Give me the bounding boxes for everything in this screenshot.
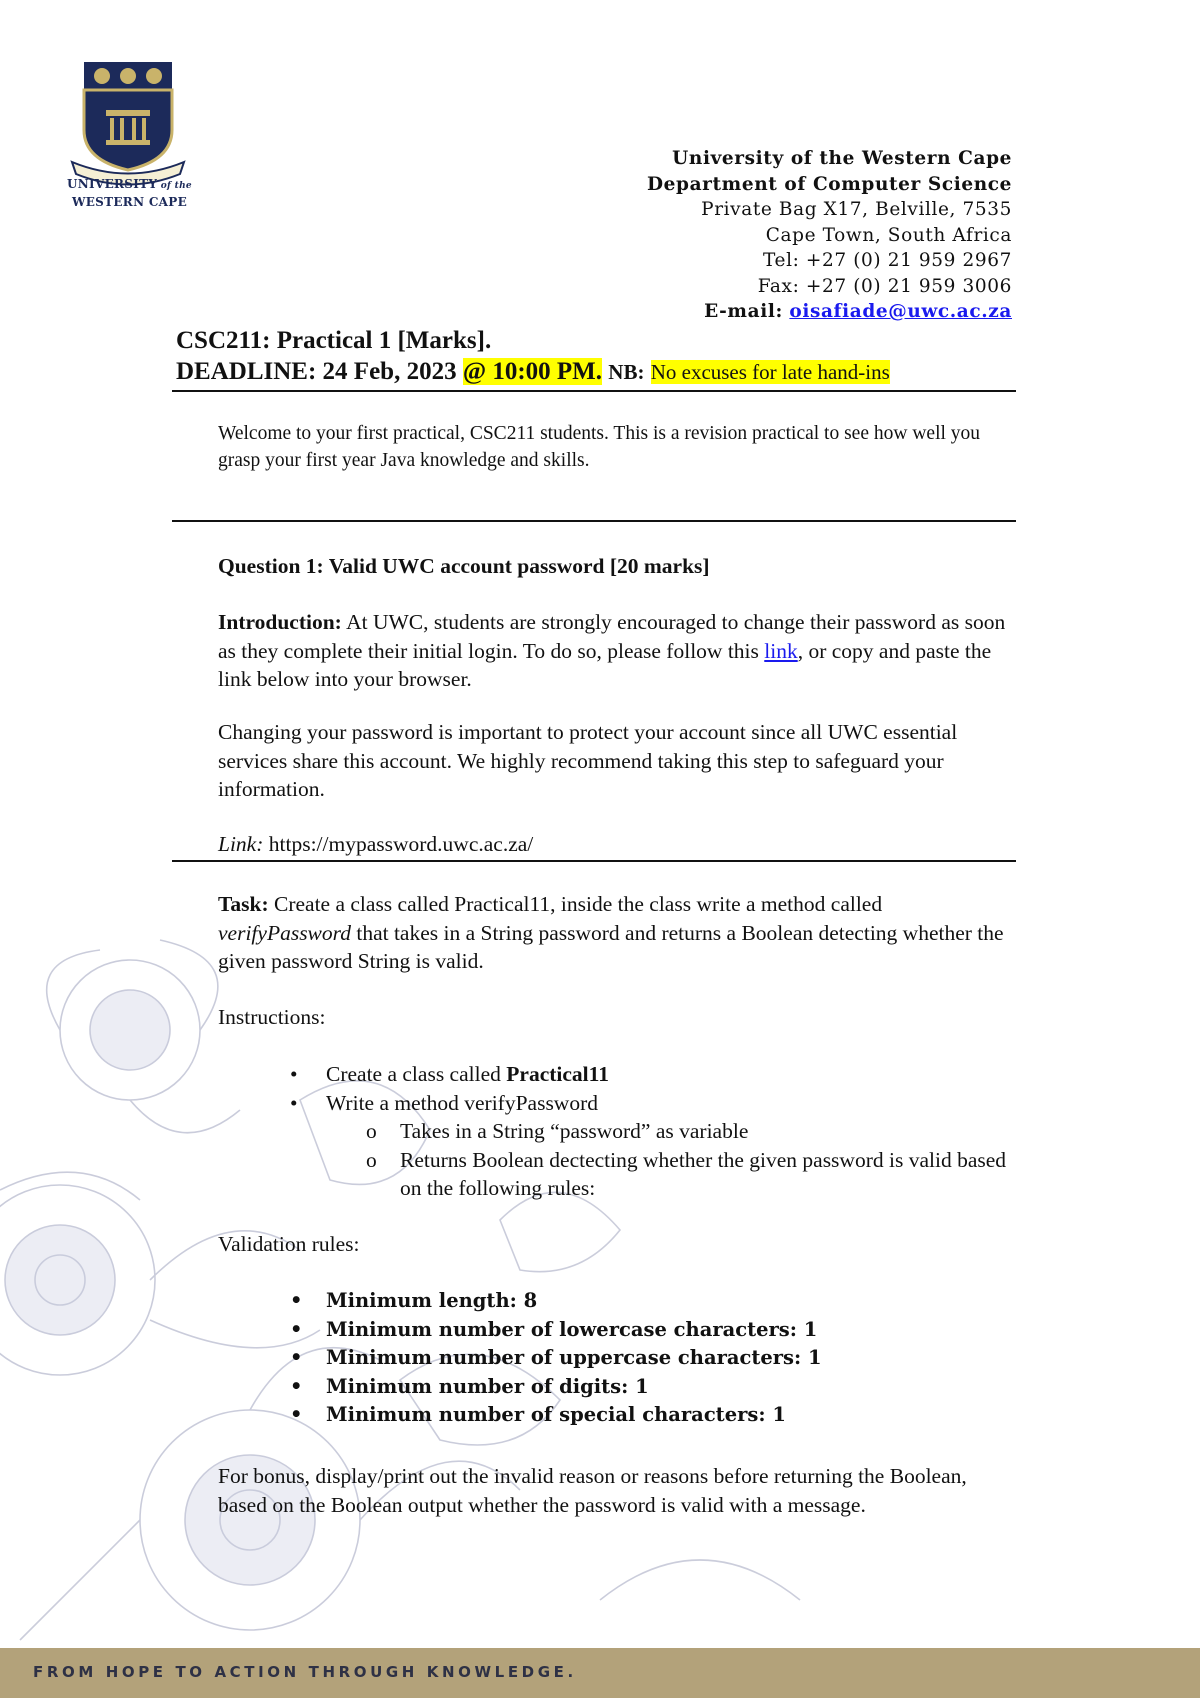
instructions-list (218, 1060, 609, 1117)
fax: Fax: +27 (0) 21 959 3006 (757, 275, 1012, 297)
bonus-paragraph: For bonus, display/print out the invalid reason or reasons before returning the Boolean, based on the Boolean output whether the password is valid with a message. (218, 1464, 967, 1517)
university-name: University of the Western Cape (672, 148, 1012, 169)
city: Cape Town, South Africa (765, 224, 1012, 246)
link-url: https://mypassword.uwc.ac.za/ (268, 832, 534, 856)
list-item: • Write a method verifyPassword (290, 1090, 598, 1115)
email-link[interactable]: oisafiade@uwc.ac.za (789, 301, 1012, 322)
task-paragraph: Task: Create a class called Practical11, inside the class write a method called verifyPassword that takes in a String password and returns a Boolean detecting whether the given password String is valid. (218, 892, 1004, 973)
introduction-paragraph: Introduction: At UWC, students are strongly encouraged to change their password as soon as they complete their initial login. To do so, please follow this link, or copy and paste the link below into your browser. (218, 610, 1006, 691)
welcome-paragraph: Welcome to your first practical, CSC211 students. This is a revision practical to see how well you grasp your first year Java knowledge and skills. (218, 423, 981, 471)
logo-wordmark: UNIVERSITY of the WESTERN CAPE (67, 177, 192, 209)
list-item: • Minimum length: 8 (290, 1289, 538, 1312)
document-title (176, 325, 890, 388)
department-name: Department of Computer Science (647, 173, 1012, 195)
password-link[interactable]: link (764, 638, 798, 663)
divider (172, 390, 1016, 392)
nb-text: No excuses for late hand-ins (650, 360, 890, 384)
telephone: Tel: +27 (0) 21 959 2967 (763, 250, 1012, 271)
list-item: • Minimum number of digits: 1 (290, 1374, 649, 1398)
sub-instructions-list (218, 1117, 1008, 1203)
instructions-label: Instructions: (218, 1005, 326, 1029)
list-item: • Minimum number of lowercase characters: 1 (290, 1317, 818, 1341)
list-item: • Minimum number of special characters: 1 (290, 1403, 786, 1426)
footer-motto: FROM HOPE TO ACTION THROUGH KNOWLEDGE. (33, 1663, 577, 1681)
course-title: CSC211: Practical 1 [Marks]. (176, 327, 492, 354)
link-line: Link: https://mypassword.uwc.ac.za/ (218, 832, 534, 856)
postal-address: Private Bag X17, Belville, 7535 (701, 199, 1012, 220)
question-heading: Question 1: Valid UWC account password [20 marks] (218, 554, 710, 578)
list-item: • Minimum number of uppercase characters: 1 (290, 1346, 822, 1369)
deadline-time: @ 10:00 PM. (462, 358, 603, 385)
address-block (647, 146, 1012, 325)
list-item: • Create a class called Practical11 (290, 1062, 609, 1086)
deadline-line: DEADLINE: 24 Feb, 2023 @ 10:00 PM. NB: No excuses for late hand-ins (176, 358, 890, 385)
list-item: o Returns Boolean dectecting whether the given password is valid based on the following rules: (366, 1147, 1007, 1200)
list-item: o Takes in a String “password” as variable (366, 1119, 749, 1143)
importance-paragraph: Changing your password is important to protect your account since all UWC essential services share this account. We highly recommend taking this step to safeguard your information. (218, 720, 958, 801)
divider (172, 860, 1016, 862)
validation-label: Validation rules: (218, 1232, 360, 1256)
email-label: E-mail: (704, 301, 783, 322)
validation-rules-list (218, 1287, 822, 1430)
divider (172, 520, 1016, 522)
nb-label: NB: (608, 360, 645, 384)
